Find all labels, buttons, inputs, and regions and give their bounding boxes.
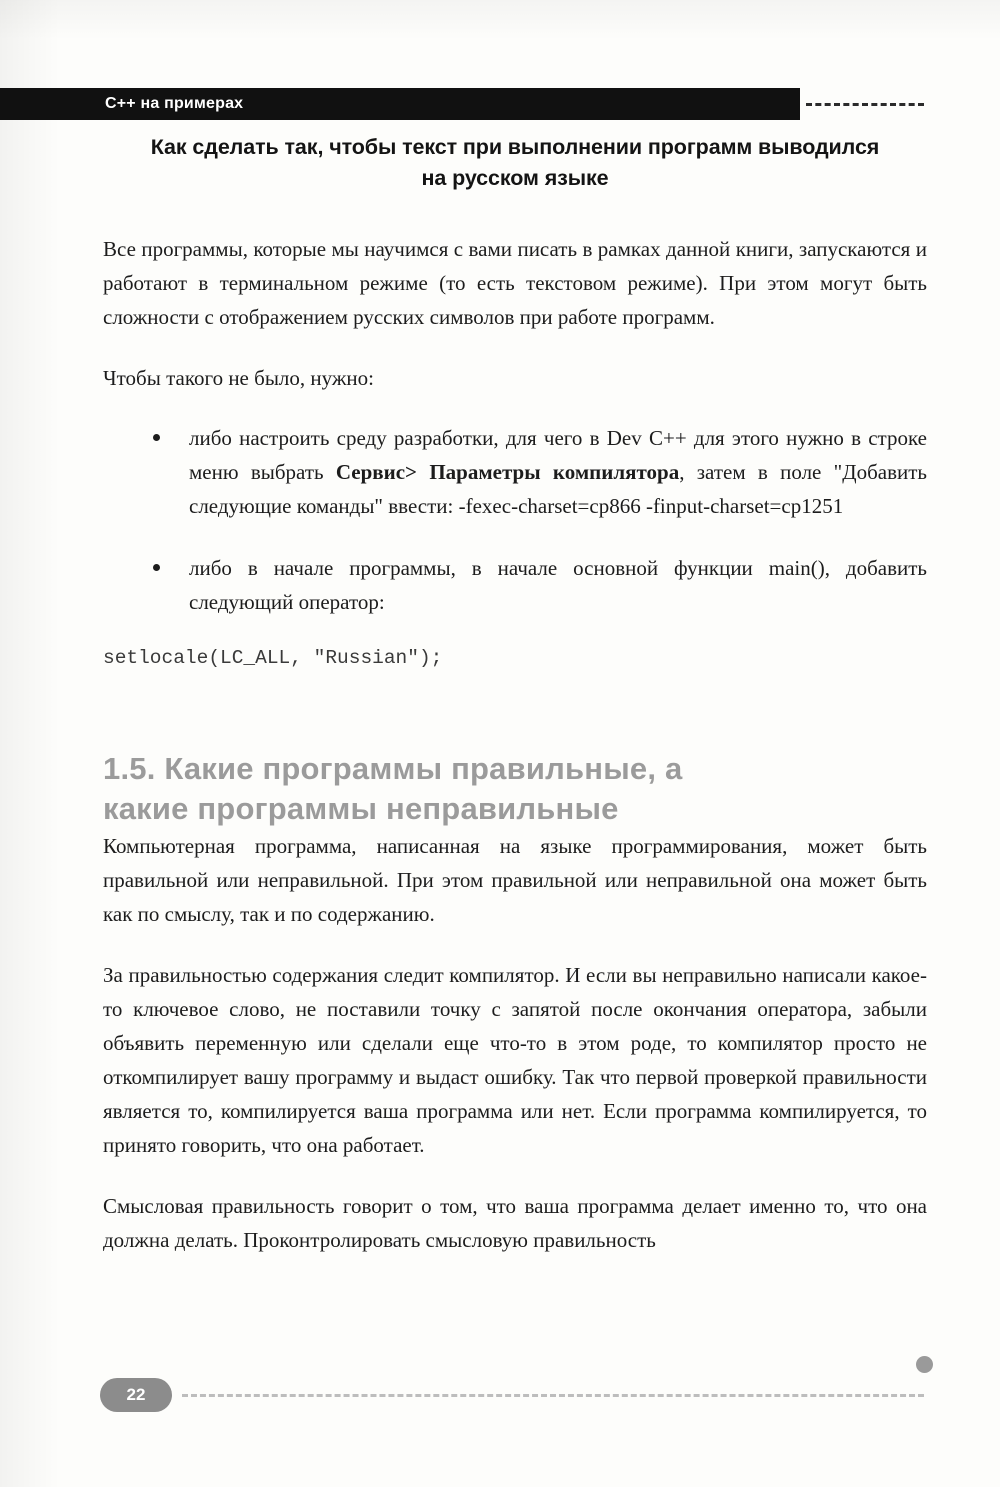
code-snippet: setlocale(LC_ALL, "Russian"); — [103, 647, 443, 669]
page-left-shading — [0, 0, 60, 1487]
section-heading-line-2: на русском языке — [421, 166, 609, 190]
bullet-dot-icon — [153, 434, 160, 441]
section-heading-line-1: Как сделать так, чтобы текст при выполнении программ выводился — [150, 135, 880, 159]
footer-dashed-rule — [182, 1394, 924, 1397]
chapter-heading — [103, 749, 927, 829]
section-paragraph-2: Чтобы такого не было, нужно: — [103, 366, 374, 390]
running-header-title: C++ на примерах — [105, 95, 244, 112]
section-paragraph-1: Все программы, которые мы научимся с вами писать в рамках данной книги, запускаются и работают в терминальном режиме (то есть текстовом режиме). При этом могут быть сложности с отображением русских символов при работе программ. — [103, 237, 927, 329]
page-content — [103, 132, 927, 1257]
bullet-2-part-1: либо в начале программы, в начале основной функции main(), добавить следующий оператор: — [189, 556, 927, 614]
bullet-1-bold: Сервис> Параметры компилятора — [335, 460, 680, 484]
page-number: 22 — [126, 1385, 146, 1404]
chapter-heading-line-1: 1.5. Какие программы правильные, а — [103, 751, 683, 786]
list-item — [147, 551, 927, 619]
footer-dot-ornament — [916, 1356, 933, 1373]
bullet-1-part-2: , затем в поле "Добавить следующие команды" ввести: -fexec-charset=cp866 -finput-charset=cp1251 — [189, 460, 927, 518]
bullet-list — [103, 421, 927, 619]
chapter-heading-line-2: какие программы неправильные — [103, 791, 619, 826]
bullet-dot-icon — [153, 564, 160, 571]
bullet-1-part-1: либо настроить среду разработки, для чего в Dev C++ для этого нужно в строке меню выбрать — [189, 426, 927, 484]
header-dashed-rule — [806, 103, 924, 106]
page-top-shading — [0, 0, 1000, 40]
chapter-paragraph-3: Смысловая правильность говорит о том, что ваша программа делает именно то, что она должна делать. Проконтролировать смысловую правильность — [103, 1194, 927, 1252]
list-item — [147, 421, 927, 523]
page-number-badge — [100, 1378, 172, 1412]
section-heading — [103, 132, 927, 194]
chapter-paragraph-1: Компьютерная программа, написанная на языке программирования, может быть правильной или неправильной. При этом правильной или неправильной она может быть как по смыслу, так и по содержанию. — [103, 834, 927, 926]
chapter-paragraph-2: За правильностью содержания следит компилятор. И если вы неправильно написали какое-то ключевое слово, не поставили точку с запятой после окончания оператора, забыли объявить переменную или сделали еще что-то в этом роде, то компилятор просто не откомпилирует вашу программу и выдаст ошибку. Так что первой проверкой правильности является то, компилируется ваша программа или нет. Если программа компилируется, то принято говорить, что она работает. — [103, 963, 927, 1157]
running-header-bar — [0, 88, 800, 120]
